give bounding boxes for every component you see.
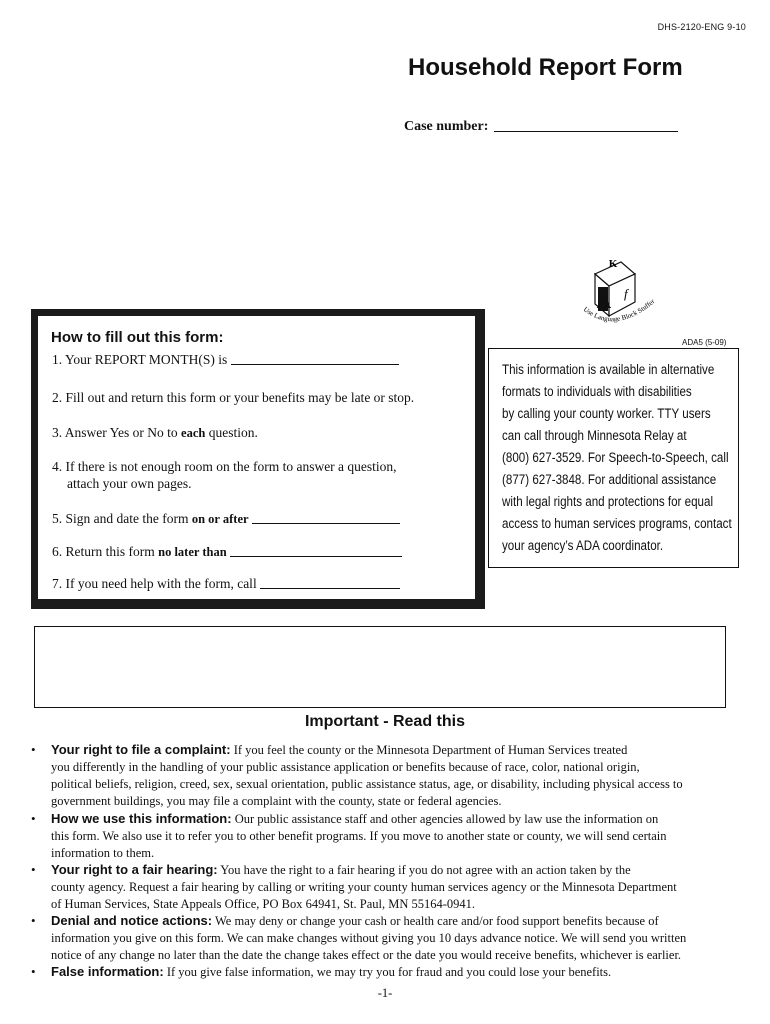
item-title: Your right to file a complaint: (51, 742, 231, 757)
step-4: 4. If there is not enough room on the form to answer a question, attach your own pages. (52, 459, 397, 491)
block-top-glyph: K (608, 258, 618, 270)
bullet-icon: • (31, 964, 36, 979)
bullet-icon: • (31, 742, 36, 757)
logo-caption: Use Language Block Stuffer (581, 297, 657, 324)
bullet-icon: • (31, 862, 36, 877)
step-1 (52, 351, 399, 368)
alternative-formats-box (488, 348, 739, 568)
emphasis-each: each (181, 426, 206, 440)
step-1-text: 1. Your REPORT MONTH(S) is (52, 352, 228, 367)
sign-date-line[interactable] (252, 511, 400, 524)
case-number-field[interactable] (404, 119, 678, 135)
important-item-false-information: False information: If you give false information, we may try you for fraud and you could lose your benefits. (51, 964, 612, 979)
important-item-complaint: Your right to file a complaint: If you feel the county or the Minnesota Department of Human Services treated you differently in the handling of your public assistance application or benefits because of race, color, national origin, political beliefs, religion, creed, sex, sexual orientation, public assistance status, age, or disability, including physical access to government buildings, you may file a complaint with the county, state or federal agencies. (51, 742, 683, 808)
bullet-icon: • (31, 913, 36, 928)
report-month-line[interactable] (231, 352, 399, 365)
address-box[interactable] (34, 626, 726, 708)
return-date-line[interactable] (230, 544, 402, 557)
item-title: Your right to a fair hearing: (51, 862, 218, 877)
step-5: 5. Sign and date the form on or after (52, 510, 400, 528)
block-side-glyph: f (624, 286, 628, 301)
alternative-formats-text: This information is available in alternative formats to individuals with disabilities by calling your county worker. TTY users can call through Minnesota Relay at (800) 627-3529. For Speech-to-Speech, call (877) 627-3848. For additional assistance with legal rights and protections for equal access to human services programs, contact your agency’s ADA coordinator. (502, 362, 732, 553)
important-item-denial-notice: Denial and notice actions: We may deny or change your cash or health care and/or food support benefits because of information you give on this form. We can make changes without giving you 10 days advance notice. We will send you written notice of any change no later than the date the change takes effect or the date you would receive benefits, whichever is earlier. (51, 913, 687, 962)
step-7: 7. If you need help with the form, call (52, 575, 400, 592)
important-item-use-of-information: How we use this information: Our public assistance staff and other agencies allowed by law use the information on this form. We also use it to refer you to other benefit programs. If you move to another state or county, we will send certain information to them. (51, 811, 667, 860)
item-title: Denial and notice actions: (51, 913, 213, 928)
case-number-line[interactable] (494, 131, 678, 132)
form-code: DHS-2120-ENG 9-10 (657, 22, 746, 32)
item-title: False information: (51, 964, 164, 979)
step-6: 6. Return this form no later than (52, 543, 402, 561)
ada-code: ADA5 (5-09) (682, 338, 727, 347)
page-title: Household Report Form (408, 54, 683, 81)
block-letter: A (596, 291, 612, 313)
language-block-logo (575, 258, 663, 334)
important-item-fair-hearing: Your right to a fair hearing: You have the right to a fair hearing if you do not agree with an action taken by the county agency. Request a fair hearing by calling or writing your county human services agency or the Minnesota Department of Human Services, State Appeals Office, PO Box 64941, St. Paul, MN 55164-0941. (51, 862, 677, 911)
step-3: 3. Answer Yes or No to each question. (52, 425, 258, 440)
instructions-title: How to fill out this form: (51, 329, 224, 346)
bullet-icon: • (31, 811, 36, 826)
case-number-label: Case number: (404, 119, 489, 134)
step-2 (52, 389, 414, 406)
help-phone-line[interactable] (260, 576, 400, 589)
instructions-box (31, 309, 485, 609)
important-heading: Important - Read this (304, 713, 465, 730)
page-number: -1- (377, 986, 393, 1000)
step-2-text: 2. Fill out and return this form or your benefits may be late or stop. (52, 390, 415, 405)
item-title: How we use this information: (51, 811, 232, 826)
